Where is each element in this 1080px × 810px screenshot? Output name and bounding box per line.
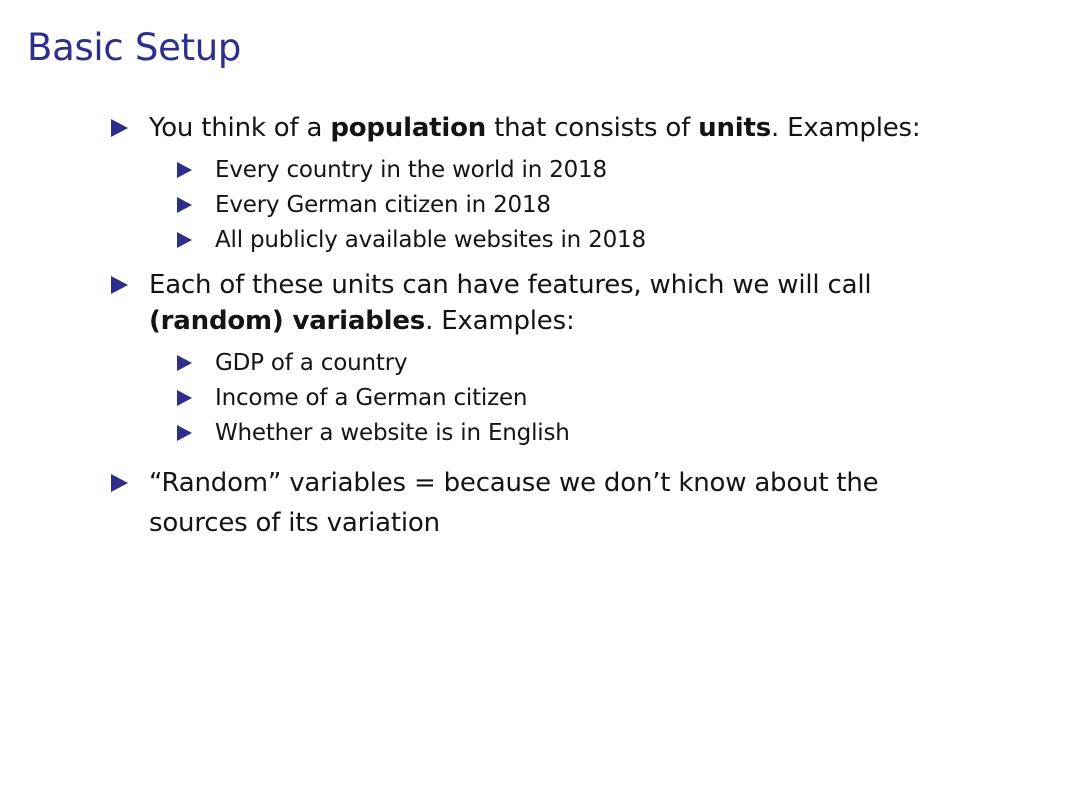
bullet-text-continuation: (random) variables. Examples: — [149, 306, 575, 336]
sub-bullet-text: Every German citizen in 2018 — [215, 192, 551, 218]
sub-bullet-arrow-icon — [177, 425, 192, 441]
sub-bullet-text: Income of a German citizen — [215, 385, 528, 411]
bullet-arrow-icon — [111, 276, 128, 294]
bullet-text-continuation: sources of its variation — [149, 508, 440, 538]
sub-bullet-arrow-icon — [177, 232, 192, 248]
bullet-text: You think of a population that consists of units. Examples: — [149, 113, 921, 143]
sub-bullet-text: Whether a website is in English — [215, 420, 570, 446]
bullet-text: Each of these units can have features, which we will call — [149, 270, 872, 300]
sub-bullet-arrow-icon — [177, 197, 192, 213]
bullet-arrow-icon — [111, 474, 128, 492]
term-population: population — [330, 113, 487, 143]
sub-bullet-arrow-icon — [177, 355, 192, 371]
sub-bullet-arrow-icon — [177, 390, 192, 406]
term-units: units — [698, 113, 771, 143]
sub-bullet-text: GDP of a country — [215, 350, 408, 376]
sub-bullet-arrow-icon — [177, 162, 192, 178]
bullet-arrow-icon — [111, 119, 128, 137]
term-random-variables: (random) variables — [149, 306, 426, 336]
bullet-text: “Random” variables = because we don’t know about the — [149, 468, 879, 498]
sub-bullet-text: All publicly available websites in 2018 — [215, 227, 646, 253]
sub-bullet-text: Every country in the world in 2018 — [215, 157, 607, 183]
slide-title: Basic Setup — [27, 26, 242, 69]
